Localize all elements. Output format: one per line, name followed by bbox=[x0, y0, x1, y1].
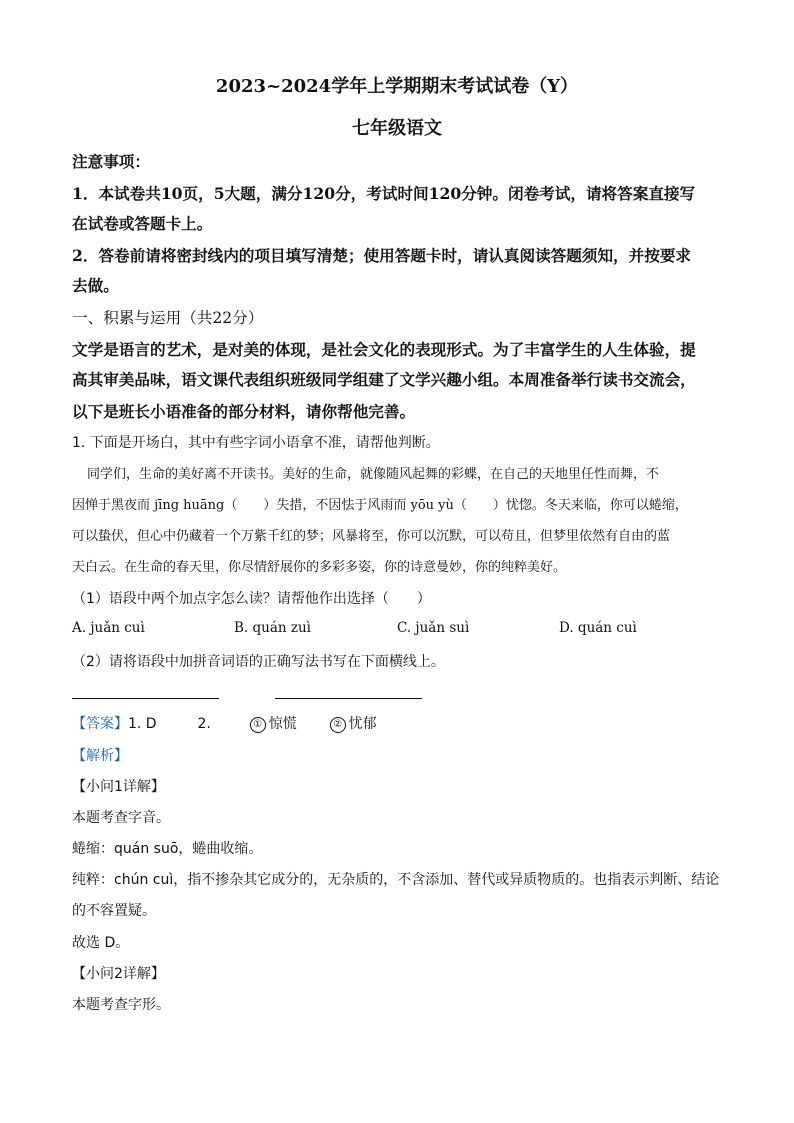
analysis-sub-2-heading: 【小问2详解】 bbox=[72, 966, 165, 982]
passage-line-3: 可以蛰伏，但心中仍藏着一个万紫千红的梦；风暴将至，你可以沉默，可以苟且，但梦里依然有自由的蓝 bbox=[72, 529, 671, 544]
notes-item-2-line-2: 去做。 bbox=[72, 276, 119, 295]
analysis-heading: 【解析】 bbox=[72, 748, 128, 764]
notes-item-1-line-1: 1．本试卷共10页，5大题，满分120分，考试时间120分钟。闭卷考试，请将答案直接写 bbox=[72, 184, 696, 203]
option-b: B. quán zuì bbox=[234, 620, 311, 636]
exam-title: 2023~2024学年上学期期末考试试卷（Y） bbox=[215, 76, 579, 97]
analysis-sub-1-line-1: 本题考查字音。 bbox=[72, 810, 170, 826]
section-1-intro-line-3: 以下是班长小语准备的部分材料，请你帮他完善。 bbox=[72, 402, 416, 421]
analysis-sub-1-line-5: 故选 D。 bbox=[72, 935, 130, 951]
circled-number-1-icon: ① bbox=[250, 717, 266, 733]
section-1-intro-line-2: 高其审美品味，语文课代表组织班级同学组建了文学兴趣小组。本周准备举行读书交流会， bbox=[72, 370, 696, 389]
analysis-sub-1-line-4: 的不容置疑。 bbox=[72, 903, 156, 919]
notes-item-1-line-2: 在试卷或答题卡上。 bbox=[72, 214, 213, 233]
option-d: D. quán cuì bbox=[559, 620, 637, 636]
exam-subtitle: 七年级语文 bbox=[352, 118, 442, 139]
passage-line-1: 同学们，生命的美好离不开读书。美好的生命，就像随风起舞的彩蝶，在自己的天地里任性而舞，不 bbox=[87, 467, 660, 482]
circled-number-2-icon: ② bbox=[330, 717, 346, 733]
passage-line-2: 因惮于黑夜而 jīng huāng（ ）失措，不因怯于风雨而 yōu yù（ ）忧惚。冬天来临，你可以蜷缩， bbox=[72, 498, 688, 513]
notes-item-2-line-1: 2．答卷前请将密封线内的项目填写清楚；使用答题卡时，请认真阅读答题须知，并按要求 bbox=[72, 246, 692, 265]
option-c: C. juǎn suì bbox=[397, 620, 470, 636]
answer-blank-2[interactable] bbox=[275, 698, 422, 699]
answer-1: 1. D bbox=[128, 716, 157, 732]
sub-question-2: （2）请将语段中加拼音词语的正确写法书写在下面横线上。 bbox=[72, 654, 445, 670]
answer-word-2: 忧郁 bbox=[348, 716, 377, 732]
section-1-heading: 一、积累与运用（共22分） bbox=[72, 309, 264, 327]
section-1-intro-line-1: 文学是语言的艺术，是对美的体现，是社会文化的表现形式。为了丰富学生的人生体验，提 bbox=[72, 340, 696, 359]
analysis-sub-1-line-2: 蜷缩：quán suō，蜷曲收缩。 bbox=[72, 841, 263, 857]
question-1-prompt: 1. 下面是开场白，其中有些字词小语拿不准，请帮他判断。 bbox=[72, 435, 440, 451]
answer-2-label: 2. bbox=[197, 716, 211, 732]
passage-line-4: 天白云。在生命的春天里，你尽情舒展你的多彩多姿，你的诗意曼妙，你的纯粹美好。 bbox=[72, 560, 567, 575]
analysis-sub-1-heading: 【小问1详解】 bbox=[72, 779, 165, 795]
option-a: A. juǎn cuì bbox=[72, 620, 145, 636]
answer-tag: 【答案】 bbox=[72, 716, 128, 732]
answer-line bbox=[72, 713, 377, 733]
answer-word-1: 惊慌 bbox=[268, 716, 297, 732]
sub-question-1: （1）语段中两个加点字怎么读？请帮他作出选择（ ） bbox=[72, 591, 431, 607]
notes-heading: 注意事项： bbox=[72, 152, 150, 171]
analysis-sub-1-line-3: 纯粹：chún cuì，指不掺杂其它成分的，无杂质的，不含添加、替代或异质物质的。也指表示判断、结论 bbox=[72, 872, 720, 888]
answer-blank-1[interactable] bbox=[72, 698, 219, 699]
analysis-sub-2-line-1: 本题考查字形。 bbox=[72, 997, 170, 1013]
